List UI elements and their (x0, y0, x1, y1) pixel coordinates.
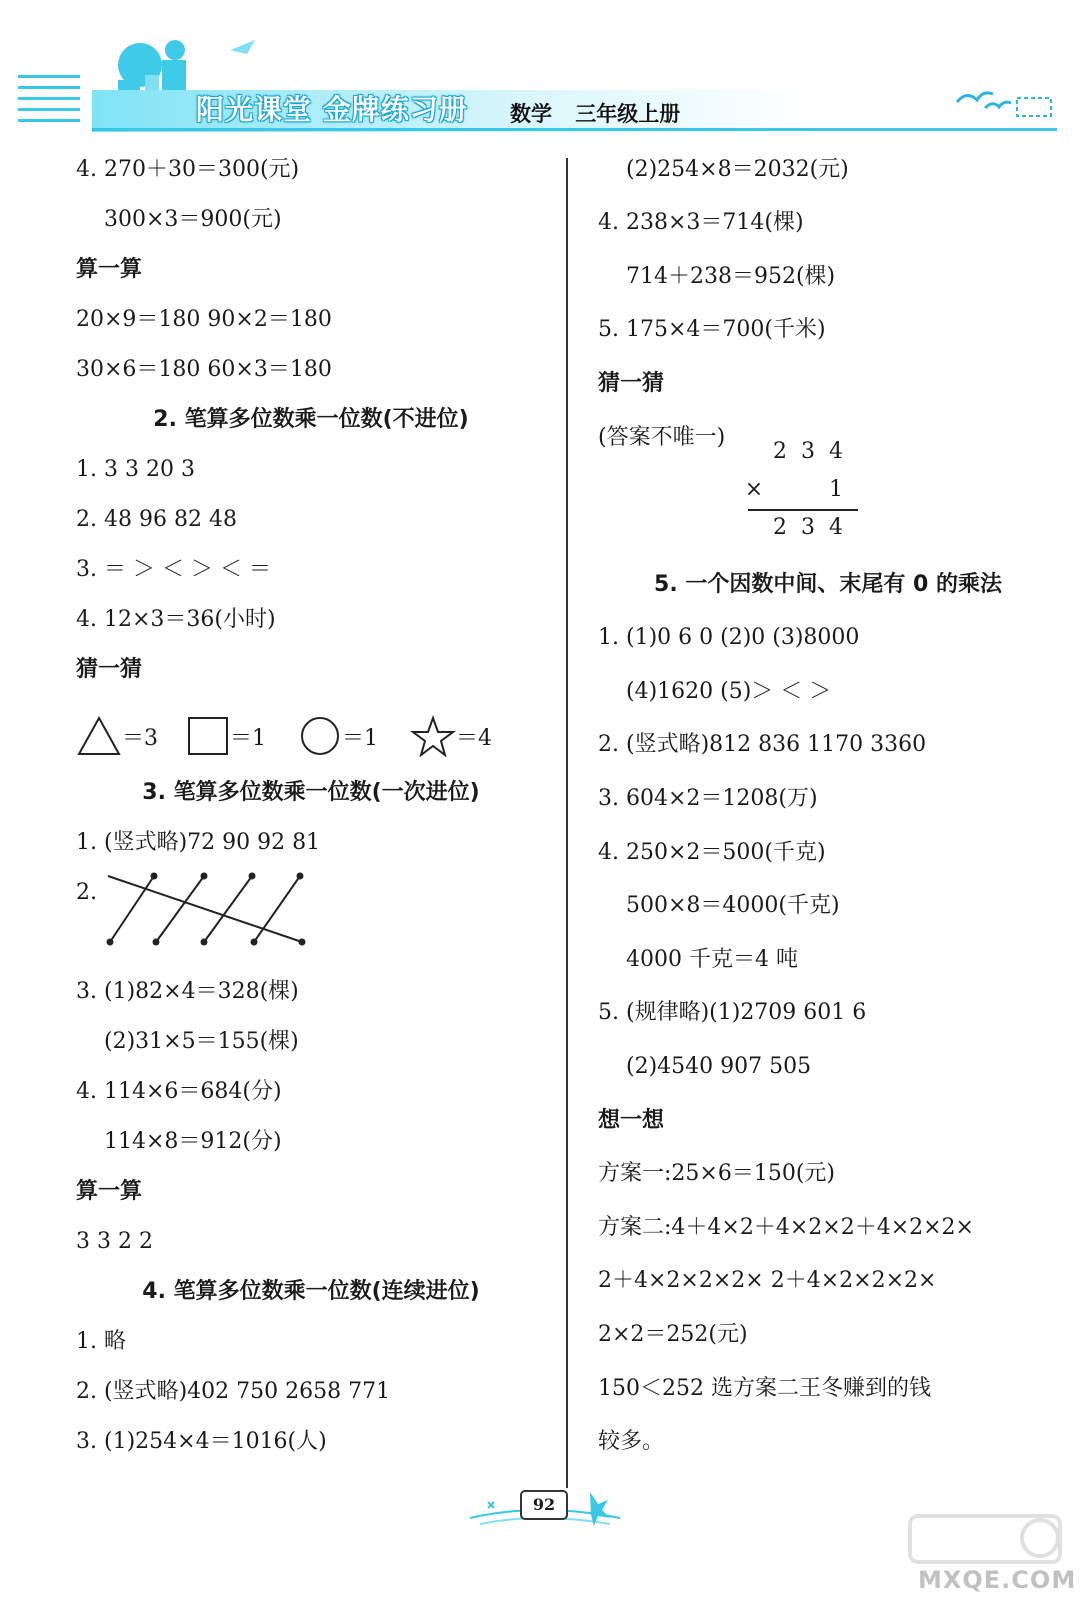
watermark-text: MXQE.COM (918, 1566, 1077, 1594)
vertical-result-row (738, 509, 878, 547)
answer-line: 4000 千克＝4 吨 (626, 947, 798, 972)
answer-line: 4. 238×3＝714(棵) (598, 210, 804, 235)
shape-answers (76, 715, 536, 765)
answer-line: 3. (1)254×4＝1016(人) (76, 1429, 327, 1454)
answer-line: 4. 250×2＝500(千克) (598, 840, 826, 865)
answer-line: (2)31×5＝155(棵) (104, 1029, 299, 1054)
digit: 4 (829, 515, 843, 540)
square-icon (186, 715, 230, 757)
section-heading: 算一算 (76, 1179, 143, 1204)
star-icon (410, 715, 456, 757)
answer-line: 4. 114×6＝684(分) (76, 1079, 282, 1104)
answer-line: 114×8＝912(分) (104, 1129, 282, 1154)
answer-line: 较多。 (598, 1429, 665, 1454)
circle-value: ＝1 (342, 725, 378, 751)
answer-line: (2)4540 907 505 (626, 1054, 812, 1079)
circle-answer (298, 715, 378, 757)
subject-grade: 数学 三年级上册 (510, 102, 681, 126)
vertical-multiplier-row (738, 471, 878, 509)
star-value: ＝4 (456, 725, 492, 751)
lesson-title: 2. 笔算多位数乘一位数(不进位) (153, 407, 469, 432)
lesson-title: 5. 一个因数中间、末尾有 0 的乘法 (654, 572, 1002, 597)
triangle-value: ＝3 (122, 725, 158, 751)
page-number: 92 (520, 1490, 568, 1520)
header-stripes (18, 75, 80, 131)
answer-line: 20×9＝180 90×2＝180 (76, 307, 332, 332)
triangle-answer (76, 715, 158, 757)
answer-line: 2. 48 96 82 48 (76, 507, 237, 532)
answer-line: 3. 604×2＝1208(万) (598, 786, 818, 811)
answer-line: (4)1620 (5)＞ ＜ ＞ (626, 679, 832, 704)
header-rule (92, 128, 1057, 131)
answer-line: 方案二:4＋4×2＋4×2×2＋4×2×2× (598, 1215, 974, 1240)
answer-line: 150＜252 选方案二王冬赚到的钱 (598, 1376, 931, 1401)
column-divider (566, 158, 568, 1488)
vertical-multiplication (738, 433, 878, 547)
answer-line: 714＋238＝952(棵) (626, 264, 836, 289)
birds-icon (955, 80, 1055, 120)
answer-line: 2＋4×2×2×2× 2＋4×2×2×2× (598, 1268, 937, 1293)
answer-line: 2×2＝252(元) (598, 1322, 748, 1347)
answer-line: 500×8＝4000(千克) (626, 893, 840, 918)
series-title: 阳光课堂 金牌练习册 (196, 93, 468, 126)
square-value: ＝1 (230, 725, 266, 751)
page-header (0, 0, 1085, 150)
section-heading: 猜一猜 (76, 657, 143, 682)
answer-line: 1. 3 3 20 3 (76, 457, 195, 482)
vertical-top-row (738, 433, 878, 471)
digit: 2 (773, 439, 787, 464)
answer-line: 方案一:25×6＝150(元) (598, 1161, 835, 1186)
answer-line: (2)254×8＝2032(元) (626, 157, 849, 182)
triangle-icon (76, 715, 122, 757)
answer-note: (答案不唯一) (598, 425, 726, 450)
matching-lines-diagram (104, 870, 314, 950)
digit: 4 (829, 439, 843, 464)
answer-line: 30×6＝180 60×3＝180 (76, 357, 332, 382)
digit: 3 (801, 515, 815, 540)
answer-line: 3. ＝ ＞ ＜ ＞ ＜ ＝ (76, 557, 271, 582)
answer-line: 3. (1)82×4＝328(棵) (76, 979, 299, 1004)
digit: 1 (829, 477, 843, 502)
answer-line: 300×3＝900(元) (104, 207, 282, 232)
answer-line: 4. 12×3＝36(小时) (76, 607, 276, 632)
answer-line: 2. (76, 880, 97, 905)
answer-line: 2. (竖式略)402 750 2658 771 (76, 1379, 391, 1404)
lesson-title: 4. 笔算多位数乘一位数(连续进位) (142, 1279, 480, 1304)
answer-line: 1. (竖式略)72 90 92 81 (76, 830, 321, 855)
section-heading: 算一算 (76, 257, 143, 282)
answer-line: 5. 175×4＝700(千米) (598, 317, 826, 342)
lesson-title: 3. 笔算多位数乘一位数(一次进位) (142, 780, 480, 805)
times-sign: × (744, 477, 764, 502)
circle-icon (298, 715, 342, 757)
square-answer (186, 715, 266, 757)
answer-line: 3 3 2 2 (76, 1229, 153, 1254)
section-heading: 想一想 (598, 1108, 665, 1133)
answer-line: 1. 略 (76, 1329, 126, 1354)
digit: 2 (773, 515, 787, 540)
answer-line: 1. (1)0 6 0 (2)0 (3)8000 (598, 625, 860, 650)
answer-line: 5. (规律略)(1)2709 601 6 (598, 1000, 867, 1025)
digit: 3 (801, 439, 815, 464)
answer-line: 2. (竖式略)812 836 1170 3360 (598, 732, 927, 757)
answer-line: 4. 270＋30＝300(元) (76, 157, 300, 182)
section-heading: 猜一猜 (598, 371, 665, 396)
star-answer (410, 715, 492, 757)
